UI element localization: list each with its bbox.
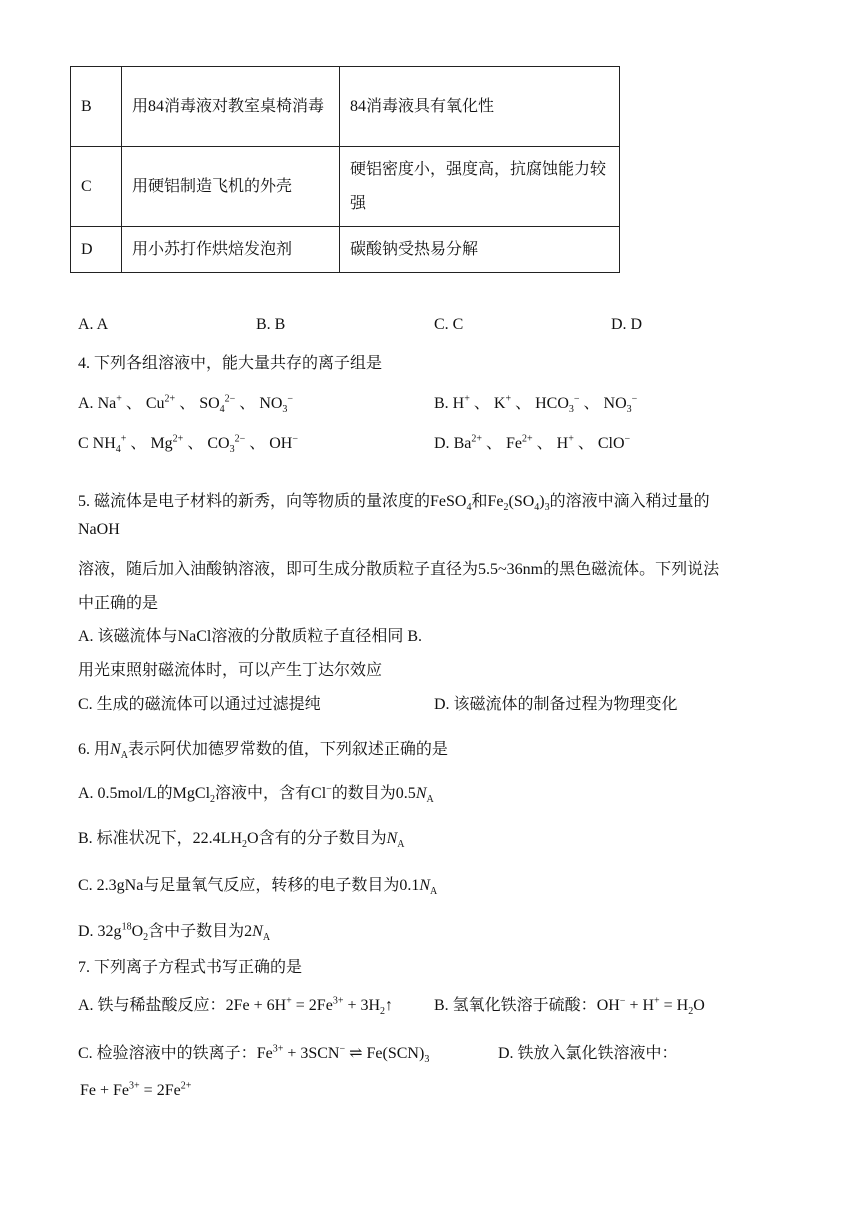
separator: 、: [125, 395, 142, 412]
q4-option-c: C $NH_4^+$ 、 $Mg^{2+}$ 、 $CO_3^{2-}$ 、 OH−: [78, 433, 298, 456]
separator: 、: [577, 435, 594, 452]
q4-option-d: D. $Ba^{2+}$ 、 $Fe^{2+}$ 、 H+ 、 ClO−: [434, 433, 631, 452]
q5-option-b: 用光束照射磁流体时，可以产生丁达尔效应: [78, 662, 383, 679]
q7-option-d-equation: $Fe + Fe^{3+} = 2Fe^{2+}$: [80, 1080, 192, 1099]
q7-option-a: A. 铁与稀盐酸反应：$2Fe + 6H^+ = 2Fe^{3+}$ + $3H_2↑$: [78, 995, 394, 1018]
separator: 、: [239, 395, 256, 412]
q6-option-a: A. 0.5mol/L的MgCl$_2$溶液中，含有Cl−的数目为$0.5N_A$: [78, 783, 434, 806]
q4-option-b: B. H+ 、 K+ 、 $HCO_3^-$ 、 $NO_3^-$: [434, 393, 638, 416]
table-cell-reason: 碳酸钠受热易分解: [340, 227, 620, 273]
table-cell-reason: 硬铝密度小，强度高，抗腐蚀能力较强: [340, 147, 620, 227]
q6-a-mid: 溶液中，含有: [215, 785, 312, 802]
q6-a-suffix: 的数目为0.5: [331, 785, 416, 802]
q6-stem-suffix: 表示阿伏加德罗常数的值，下列叙述正确的是: [127, 741, 448, 758]
separator: 、: [130, 435, 147, 452]
q6-d-suffix: 含中子数目为2: [148, 923, 253, 940]
option-label: D.: [434, 435, 450, 452]
q5-option-d: D. 该磁流体的制备过程为物理变化: [434, 696, 678, 713]
q5-stem-mid: 的溶液中滴入稍过量的: [549, 493, 710, 510]
option-label: C: [78, 435, 89, 452]
q5-a-suffix: 溶液的分散质粒子直径相同 B.: [211, 628, 423, 645]
table-cell-use: 用硬铝制造飞机的外壳: [122, 147, 340, 227]
q5-nacl: NaCl: [177, 628, 212, 645]
q5-and: 和: [471, 493, 488, 510]
q6-b-prefix: B. 标准状况下，22.4L: [78, 830, 231, 847]
separator: 、: [249, 435, 266, 452]
q4-stem: 4. 下列各组溶液中，能大量共存的离子组是: [78, 355, 383, 372]
q3-choice-c: C. C: [434, 316, 464, 333]
q7-option-c: C. 检验溶液中的铁离子：$Fe^{3+} + 3SCN^-$ ⇌ $Fe(SCN)_3$: [78, 1043, 430, 1066]
separator: 、: [536, 435, 553, 452]
q3-choice-d: D. D: [611, 316, 643, 333]
q5-stem-line3: 中正确的是: [78, 595, 159, 612]
q4-option-a: A. Na+ 、 $Cu^{2+}$ 、 $SO_4^{2-}$ 、 $NO_3^-$: [78, 393, 294, 416]
q5-naoh: NaOH: [78, 521, 120, 538]
q3-choice-a: A. A: [78, 316, 109, 333]
option-label: B.: [434, 395, 449, 412]
table-cell-option: B: [71, 67, 122, 147]
q7-a-label: A. 铁与稀盐酸反应：: [78, 997, 226, 1014]
q7-option-d: D. 铁放入氯化铁溶液中：: [498, 1045, 678, 1062]
table-cell-option: D: [71, 227, 122, 273]
table-row: [71, 227, 620, 273]
q6-option-d: D. $32g^{18}O_2$含中子数目为$2N_A$: [78, 921, 271, 944]
q5-stem-prefix: 5. 磁流体是电子材料的新秀，向等物质的量浓度的: [78, 493, 431, 510]
q6-d-prefix: D. 32g: [78, 923, 122, 940]
q3-choice-b: B. B: [256, 316, 286, 333]
option-label: A.: [78, 395, 94, 412]
options-table: [70, 66, 620, 273]
separator: 、: [583, 395, 600, 412]
q5-stem-line2: 溶液，随后加入油酸钠溶液，即可生成分散质粒子直径为5.5~36nm的黑色磁流体。下列说法: [78, 561, 720, 578]
q6-stem-prefix: 6. 用: [78, 741, 111, 758]
separator: 、: [179, 395, 196, 412]
q6-c-suffix: 与足量氧气反应，转移的电子数目为0.1: [143, 877, 420, 894]
q5-option-c: C. 生成的磁流体可以通过过滤提纯: [78, 696, 321, 713]
table-cell-use: 用小苏打作烘焙发泡剂: [122, 227, 340, 273]
table-row: [71, 67, 620, 147]
q7-c-label: C. 检验溶液中的铁离子：: [78, 1045, 257, 1062]
q7-b-label: B. 氢氧化铁溶于硫酸：: [434, 997, 597, 1014]
q6-stem: 6. 用$N_A$表示阿伏加德罗常数的值，下列叙述正确的是: [78, 741, 448, 762]
separator: 、: [515, 395, 532, 412]
separator: 、: [187, 435, 204, 452]
q7-option-b: B. 氢氧化铁溶于硫酸：$OH^- + H^+ = H_2O$: [434, 995, 705, 1018]
use-text: 用84消毒液对教室桌椅消毒: [132, 97, 325, 115]
q6-c-prefix: C. 2.3g: [78, 877, 125, 894]
q6-a-prefix: A. 0.5mol/L的: [78, 785, 173, 802]
q6-b-suffix: 含有的分子数目为: [258, 830, 387, 847]
table-cell-option: C: [71, 147, 122, 227]
q6-option-c: C. 2.3gNa与足量氧气反应，转移的电子数目为$0.1N_A$: [78, 877, 438, 898]
q5-a-prefix: A. 该磁流体与: [78, 628, 178, 645]
q6-option-b: B. 标准状况下，$22.4LH_2O$含有的分子数目为$N_A$: [78, 830, 405, 851]
table-cell-reason: 84消毒液具有氧化性: [340, 67, 620, 147]
separator: 、: [473, 395, 490, 412]
q7-stem: 7. 下列离子方程式书写正确的是: [78, 959, 303, 976]
table-cell-use: [122, 67, 340, 147]
q5-option-a: [78, 623, 422, 646]
separator: 、: [485, 435, 502, 452]
q5-stem-line1: 5. 磁流体是电子材料的新秀，向等物质的量浓度的FeSO$_4$和$Fe_2(SO_4)_3$的溶液中滴入稍过量的: [78, 493, 710, 514]
table-row: [71, 147, 620, 227]
